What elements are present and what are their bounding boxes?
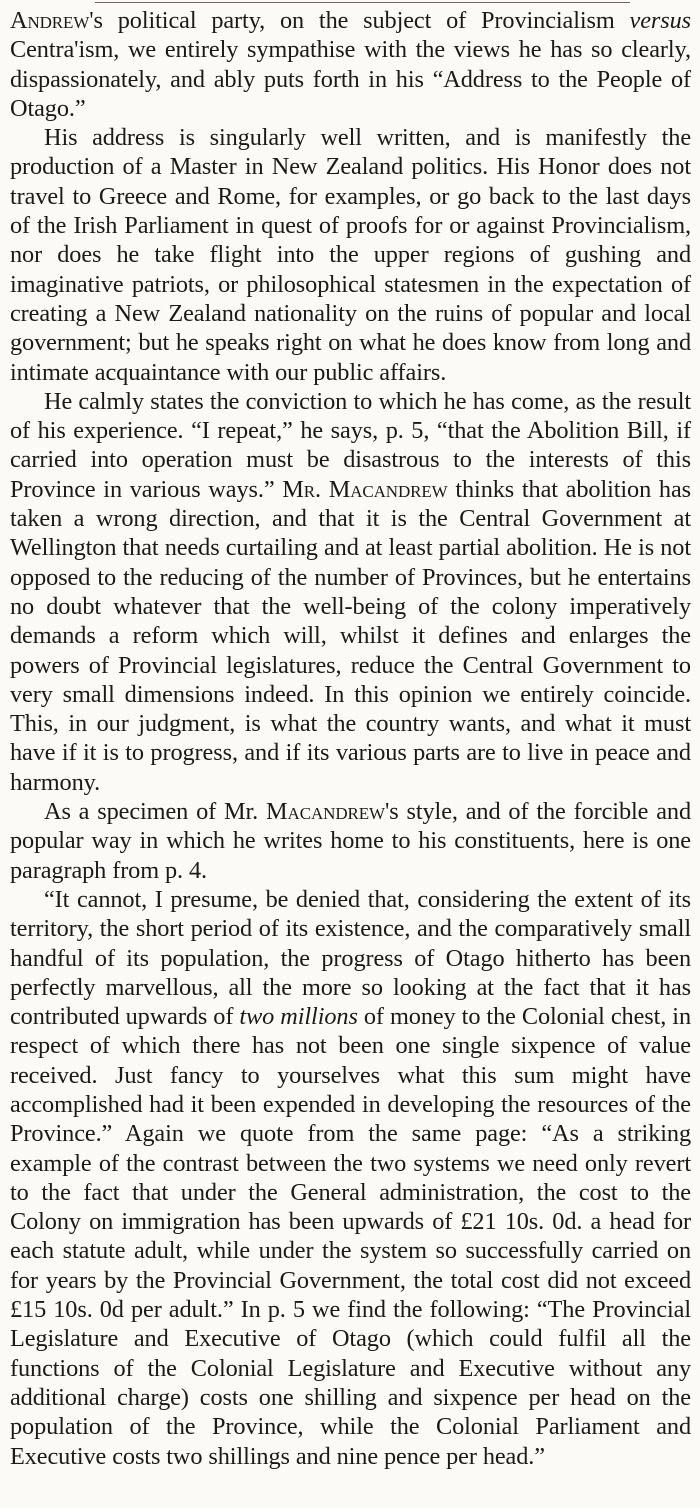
party-leader-name: Andrew	[10, 7, 90, 34]
paragraph-text: “It cannot, I presume, be denied that, considering the extent of its territory, the short period of its existence, and the comparatively small handful of its population, the progress of Otago hitherto has been perfectly marvellous, all the more so looking at the fact that it has contributed upwards of	[10, 885, 691, 1031]
macandrew-name: Mr. Macandrew	[282, 475, 448, 503]
paragraph-text: 's style, and of the forcible and popular way in which he writes home to his constituents, here is one paragraph from p. 4.	[10, 798, 692, 884]
paragraph-conviction	[10, 387, 691, 797]
paragraph-text: He calmly states the conviction to which he has come, as the result of his experience. “I repeat,” he says, p. 5, “that the Abolition Bill, if carried into operation must be disastrous to the interests of this Province in various ways.”	[10, 387, 691, 503]
column-top-rule	[95, 2, 630, 3]
italic-term: versus	[629, 7, 691, 34]
paragraph-text: 's political party, on the subject of Provincialism	[89, 7, 630, 34]
paragraph-text: Centra'ism, we entirely sympathise with the views he has so clearly, dispassionately, and ably puts forth in his “Address to the People of Otago.”	[10, 36, 691, 122]
paragraph-quotation	[10, 885, 691, 1471]
paragraph-text: thinks that abolition has taken a wrong direction, and that it is the Central Government at Wellington that needs curtailing and at least partial abolition. He is not opposed to the reducing of the number of Provinces, but he entertains no doubt whatever that the well-being of the colony imperatively demands a reform which will, whilst it defines and enlarges the powers of Provincial legislatures, reduce the Central Government to very small dimensions indeed. In this opinion we entirely coincide. This, in our judgment, is what the country wants, and what it must have if it is to progress, and if its various parts are to live in peace and harmony.	[10, 475, 691, 796]
paragraph-text: of money to the Colonial chest, in respect of which there has not been one single sixpence of value received. Just fancy to yourselves what this sum might have accomplished had it been expended in developing the resources of the Province.” Again we quote from the same page: “As a striking example of the contrast between the two systems we need only revert to the fact that under the General administration, the cost to the Colony on immigration has been upwards of £21 10s. 0d. a head for each statute adult, while under the system so successfully carried on for years by the Provincial Government, the total cost did not exceed £15 10s. 0d per adult.” In p. 5 we find the following: “The Provincial Legislature and Executive of Otago (which could fulfil all the functions of the Colonial Legislature and Executive without any additional charge) costs one shilling and sixpence per head on the population of the Province, while the Colonial Parliament and Executive costs two shillings and nine pence per head.”	[10, 1003, 691, 1470]
paragraph-opening	[10, 6, 691, 123]
paragraph-specimen	[10, 797, 691, 885]
italic-term: two millions	[239, 1003, 358, 1031]
paragraph-text: His address is singularly well written, and is manifestly the production of a Master in New Zealand politics. His Honor does not travel to Greece and Rome, for examples, or go back to the last days of the Irish Parliament in quest of proofs for or against Provincialism, nor does he take flight into the upper regions of gushing and imaginative patriots, or philosophical statesmen in the expectation of creating a New Zealand nationality on the ruins of popular and local government; but he speaks right on what he does know from long and intimate acquaintance with our public affairs.	[10, 124, 691, 386]
paragraph-text: As a specimen of Mr.	[44, 798, 267, 826]
macandrew-name: Macandrew	[266, 798, 385, 826]
paragraph-address-review	[10, 123, 691, 387]
